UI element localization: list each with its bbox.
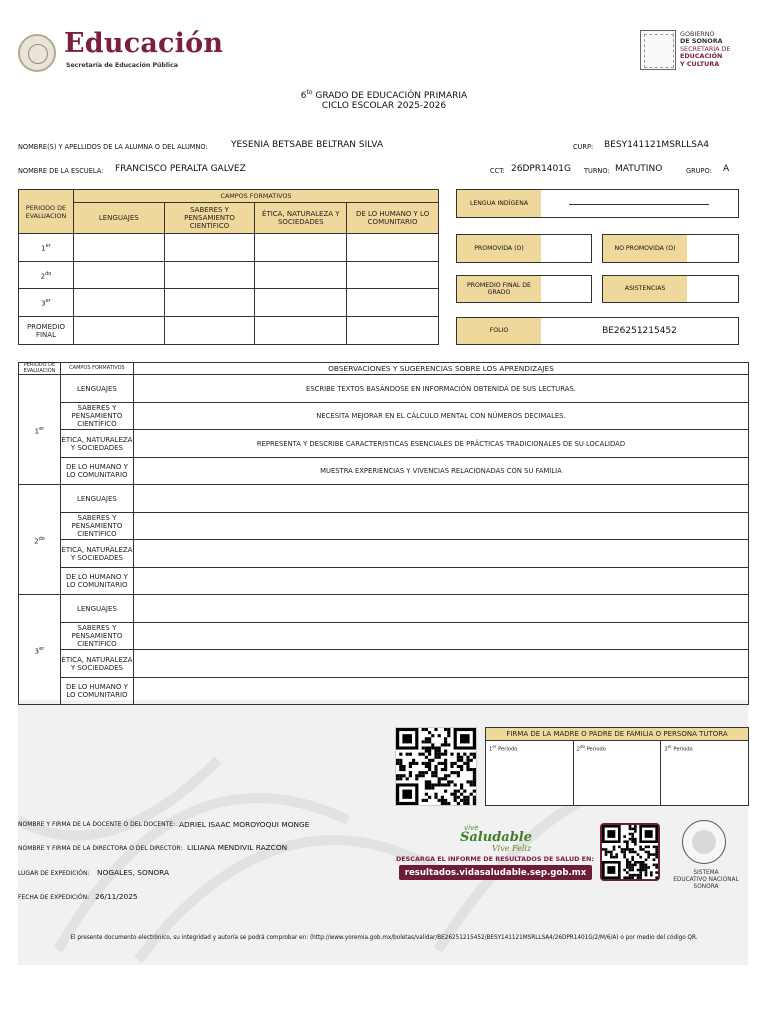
obs-text: REPRESENTA Y DESCRIBE CARACTERISTICAS ESENCIALES DE PRÁCTICAS TRADICIONALES DE SU LOCALIDAD — [133, 430, 748, 458]
col-lenguajes: LENGUAJES — [73, 203, 164, 234]
grade-cell — [347, 317, 439, 345]
grade-cell — [164, 317, 255, 345]
asistencias-label: ASISTENCIAS — [603, 276, 687, 302]
obs-campos-header: CAMPOS FORMATIVOS — [60, 363, 133, 375]
obs-empty — [133, 513, 748, 540]
national-seal-icon — [18, 34, 56, 72]
obs-empty — [133, 595, 748, 623]
obs-empty — [133, 650, 748, 678]
sep-logo — [18, 28, 224, 74]
grade-cell — [73, 289, 164, 317]
promovida-label: PROMOVIDA (O) — [457, 235, 541, 262]
tutor-period-1: 1er Periodo — [486, 741, 574, 806]
observations-table — [18, 362, 749, 705]
grade-cell — [73, 262, 164, 289]
health-qr-code[interactable] — [600, 823, 660, 881]
fecha-value: 26/11/2025 — [95, 892, 138, 901]
obs-text: NECESITA MEJORAR EN EL CÁLCULO MENTAL CON NÚMEROS DECIMALES. — [133, 403, 748, 430]
grade-cell — [347, 289, 439, 317]
sen-seal-icon — [682, 820, 726, 864]
lengua-indigena-label: LENGUA INDÍGENA — [457, 190, 541, 217]
obs-period-1: 1er — [19, 375, 61, 485]
sen-logo-text: SISTEMA EDUCATIVO NACIONAL SONORA — [673, 870, 739, 890]
director-name: LILIANA MENDIVIL RAZCON — [187, 843, 288, 852]
sonora-logo-text: GOBIERNO DE SONORA SECRETARÍA DE EDUCACIÓN Y CULTURA — [680, 30, 731, 68]
grade-cell — [164, 234, 255, 262]
turno-label: TURNO: — [584, 167, 610, 175]
obs-empty — [133, 540, 748, 568]
obs-field-etica: ÉTICA, NATURALEZA Y SOCIEDADES — [60, 650, 133, 678]
no-promovida-box — [602, 234, 739, 263]
obs-text: MUESTRA EXPERIENCIAS Y VIVENCIAS RELACIONADAS CON SU FAMILIA — [133, 458, 748, 485]
obs-field-lenguajes: LENGUAJES — [60, 375, 133, 403]
grade-cell — [255, 262, 347, 289]
grade-cell — [255, 289, 347, 317]
obs-field-lenguajes: LENGUAJES — [60, 595, 133, 623]
period-3: 3er — [19, 289, 74, 317]
asistencias-box — [602, 275, 739, 303]
validation-footer: El presente documento electrónico, su integridad y autoría se podrá comprobar en: (http://www.yoremia.gob.mx/boletas/validar/BE26251215452/BESY141121MSRLLSA4/26DPR1401G/2/M/6/A) o por medio del código QR. — [70, 935, 698, 941]
grade-cell — [164, 262, 255, 289]
fecha-label: FECHA DE EXPEDICIÓN: — [18, 894, 90, 901]
promedio-final-label: PROMEDIO FINAL DE GRADO — [457, 276, 541, 302]
tutor-header: FIRMA DE LA MADRE O PADRE DE FAMILIA O PERSONA TUTORA — [486, 728, 749, 741]
grades-table — [18, 189, 439, 345]
obs-field-lenguajes: LENGUAJES — [60, 485, 133, 513]
period-1: 1er — [19, 234, 74, 262]
promedio-final-box — [456, 275, 592, 303]
obs-field-humano: DE LO HUMANO Y LO COMUNITARIO — [60, 568, 133, 595]
grade-title: $6^{to}$ GRADO DE EDUCACIÓN PRIMARIA — [300, 89, 468, 101]
col-etica: ÉTICA, NATURALEZA Y SOCIEDADES — [255, 203, 347, 234]
director-label: NOMBRE Y FIRMA DE LA DIRECTORA O DEL DIRECTOR: — [18, 845, 183, 852]
no-promovida-label: NO PROMOVIDA (O) — [603, 235, 687, 262]
grade-cell — [255, 234, 347, 262]
lengua-indigena-box — [456, 189, 739, 218]
promovida-box — [456, 234, 592, 263]
school-cycle: CICLO ESCOLAR 2025-2026 — [321, 101, 447, 111]
tutor-period-3: 3er Periodo — [661, 741, 749, 806]
vive-saludable-logo: vive Saludable Vive Feliz — [460, 824, 533, 853]
obs-field-etica: ÉTICA, NATURALEZA Y SOCIEDADES — [60, 430, 133, 458]
folio-value: BE26251215452 — [602, 326, 677, 336]
obs-empty — [133, 485, 748, 513]
tutor-period-2: $2^{do}$ Periodo — [573, 741, 661, 806]
docente-label: NOMBRE Y FIRMA DE LA DOCENTE O DEL DOCENTE: — [18, 821, 176, 828]
download-health-text: DESCARGA EL INFORME DE RESULTADOS DE SALUD EN: — [396, 855, 594, 863]
brand-title: Educación — [64, 28, 224, 59]
obs-text: ESCRIBE TEXTOS BASÁNDOSE EN INFORMACIÓN OBTENIDA DE SUS LECTURAS. — [133, 375, 748, 403]
obs-empty — [133, 678, 748, 705]
grupo-label: GRUPO: — [686, 167, 712, 175]
sonora-logo — [638, 30, 750, 72]
campos-header: CAMPOS FORMATIVOS — [73, 190, 438, 203]
grade-cell — [255, 317, 347, 345]
obs-empty — [133, 623, 748, 650]
lengua-indigena-line — [569, 204, 709, 205]
obs-field-saberes: SABERES Y PENSAMIENTO CIENTÍFICO — [60, 403, 133, 430]
student-name: YESENIA BETSABE BELTRAN SILVA — [231, 140, 384, 150]
obs-period-3: 3er — [19, 595, 61, 705]
period-header: PERIODO DE EVALUACION — [19, 190, 74, 234]
student-name-label: NOMBRE(S) Y APELLIDOS DE LA ALUMNA O DEL ALUMNO: — [18, 143, 208, 151]
cct-label: CCT: — [490, 167, 505, 175]
obs-field-saberes: SABERES Y PENSAMIENTO CIENTÍFICO — [60, 623, 133, 650]
docente-name: ADRIEL ISAAC MOROYOQUI MONGE — [179, 820, 310, 829]
folio-label: FOLIO — [457, 318, 541, 344]
final-average-label: PROMEDIO FINAL — [19, 317, 74, 345]
obs-period-2: $2^{do}$ — [19, 485, 61, 595]
obs-field-humano: DE LO HUMANO Y LO COMUNITARIO — [60, 458, 133, 485]
obs-field-humano: DE LO HUMANO Y LO COMUNITARIO — [60, 678, 133, 705]
turno-value: MATUTINO — [615, 164, 663, 174]
grupo-value: A — [723, 164, 730, 174]
lugar-value: NOGALES, SONORA — [97, 868, 170, 877]
brand-subtitle: Secretaría de Educación Pública — [66, 62, 178, 69]
sonora-shield-icon — [640, 30, 676, 70]
tutor-signature-table — [485, 727, 749, 806]
grade-cell — [73, 317, 164, 345]
lugar-label: LUGAR DE EXPEDICIÓN: — [18, 870, 90, 877]
obs-empty — [133, 568, 748, 595]
obs-period-header: PERIODO DE EVALUACIÓN — [19, 363, 61, 375]
school-label: NOMBRE DE LA ESCUELA: — [18, 167, 104, 175]
col-humano: DE LO HUMANO Y LO COMUNITARIO — [347, 203, 439, 234]
folio-box — [456, 317, 739, 345]
col-saberes: SABERES Y PENSAMIENTO CIENTÍFICO — [164, 203, 255, 234]
sen-logo — [670, 820, 750, 895]
grade-cell — [164, 289, 255, 317]
validation-qr-code[interactable] — [395, 727, 477, 806]
curp-value: BESY141121MSRLLSA4 — [604, 140, 709, 150]
period-2: $2^{do}$ — [19, 262, 74, 289]
obs-field-saberes: SABERES Y PENSAMIENTO CIENTÍFICO — [60, 513, 133, 540]
grade-cell — [347, 262, 439, 289]
grade-cell — [347, 234, 439, 262]
cct-value: 26DPR1401G — [511, 164, 571, 174]
grade-cell — [73, 234, 164, 262]
school-name: FRANCISCO PERALTA GALVEZ — [115, 164, 246, 174]
obs-header: OBSERVACIONES Y SUGERENCIAS SOBRE LOS APRENDIZAJES — [133, 363, 748, 375]
health-results-link[interactable]: resultados.vidasaludable.sep.gob.mx — [399, 865, 592, 880]
obs-field-etica: ÉTICA, NATURALEZA Y SOCIEDADES — [60, 540, 133, 568]
curp-label: CURP: — [573, 143, 594, 151]
